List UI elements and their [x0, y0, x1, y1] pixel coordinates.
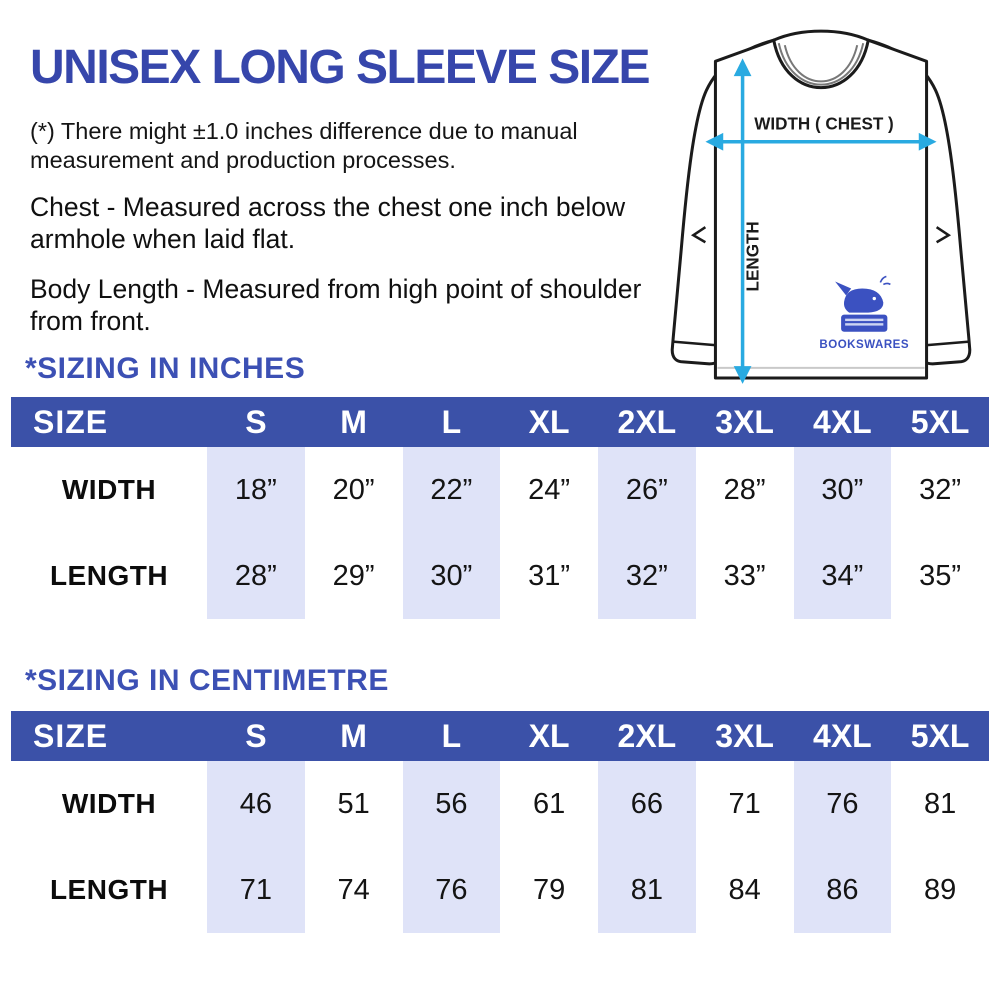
- cell-length-s: 28”: [207, 533, 305, 619]
- cell-width-4xl: 30”: [794, 447, 892, 533]
- column-header-l: L: [403, 397, 501, 447]
- book-page-line: [845, 319, 883, 321]
- row-label-length: LENGTH: [49, 560, 169, 591]
- body-length-definition: Body Length - Measured from high point of shoulder from front.: [30, 273, 642, 337]
- column-header-5xl: 5XL: [891, 711, 989, 761]
- cell-length-m: 29”: [332, 559, 375, 592]
- cell-width-s: 46: [207, 761, 305, 847]
- sizing-inches-heading: *SIZING IN INCHES: [25, 352, 306, 385]
- collar-back: [774, 31, 869, 40]
- length-arrow-label: LENGTH: [743, 221, 763, 292]
- row-label-width: WIDTH: [61, 788, 157, 819]
- whale-eye: [873, 297, 876, 300]
- long-sleeve-shirt-illustration: [645, 10, 997, 384]
- column-header-xl: XL: [500, 397, 598, 447]
- column-header-3xl: 3XL: [696, 397, 794, 447]
- column-header-size: SIZE: [11, 397, 207, 447]
- chest-definition: Chest - Measured across the chest one inch below armhole when laid flat.: [30, 192, 626, 255]
- cell-width-xl: 61: [532, 787, 566, 820]
- cell-width-3xl: 28”: [723, 473, 766, 506]
- cell-width-m: 20”: [332, 473, 375, 506]
- width-arrow-label: WIDTH ( CHEST ): [754, 114, 894, 134]
- cell-width-l: 22”: [403, 447, 501, 533]
- column-header-2xl: 2XL: [598, 397, 696, 447]
- shirt-diagram: [645, 10, 997, 384]
- brand-name: BOOKSWARES: [819, 338, 910, 351]
- column-header-xl: XL: [500, 711, 598, 761]
- cell-width-5xl: 32”: [919, 473, 962, 506]
- cell-length-2xl: 32”: [598, 533, 696, 619]
- column-header-4xl: 4XL: [794, 711, 892, 761]
- column-header-s: S: [207, 711, 305, 761]
- cell-width-2xl: 26”: [598, 447, 696, 533]
- cell-width-l: 56: [403, 761, 501, 847]
- cell-width-5xl: 81: [923, 787, 957, 820]
- page-title: UNISEX LONG SLEEVE SIZE: [30, 41, 649, 94]
- cell-length-5xl: 89: [923, 873, 957, 906]
- column-header-m: M: [305, 397, 403, 447]
- column-header-2xl: 2XL: [598, 711, 696, 761]
- column-header-5xl: 5XL: [891, 397, 989, 447]
- cell-width-s: 18”: [207, 447, 305, 533]
- cell-length-xl: 79: [532, 873, 566, 906]
- column-header-l: L: [403, 711, 501, 761]
- column-header-s: S: [207, 397, 305, 447]
- column-header-4xl: 4XL: [794, 397, 892, 447]
- cell-length-s: 71: [207, 847, 305, 933]
- sizing-inches-table: [11, 397, 989, 619]
- torso: [715, 40, 926, 378]
- cell-width-xl: 24”: [528, 473, 571, 506]
- cell-length-l: 30”: [403, 533, 501, 619]
- row-label-length: LENGTH: [49, 874, 169, 905]
- cell-length-3xl: 33”: [723, 559, 766, 592]
- column-header-size: SIZE: [11, 711, 207, 761]
- cell-length-4xl: 86: [794, 847, 892, 933]
- cell-width-m: 51: [337, 787, 370, 820]
- column-header-m: M: [305, 711, 403, 761]
- sizing-centimetre-heading: *SIZING IN CENTIMETRE: [25, 664, 389, 697]
- cell-length-xl: 31”: [528, 559, 571, 592]
- cell-length-5xl: 35”: [919, 559, 962, 592]
- intro-section: [30, 42, 662, 354]
- book-page-line: [845, 323, 883, 325]
- column-header-3xl: 3XL: [696, 711, 794, 761]
- cell-length-m: 74: [337, 873, 370, 906]
- row-label-width: WIDTH: [61, 474, 157, 505]
- cell-width-2xl: 66: [598, 761, 696, 847]
- sizing-centimetre-table: [11, 711, 989, 933]
- cell-width-3xl: 71: [728, 787, 761, 820]
- cell-length-l: 76: [403, 847, 501, 933]
- cell-length-3xl: 84: [728, 873, 761, 906]
- cell-width-4xl: 76: [794, 761, 892, 847]
- cell-length-4xl: 34”: [794, 533, 892, 619]
- measurement-note: (*) There might ±1.0 inches difference due to manual measurement and production processes.: [30, 117, 578, 173]
- cell-length-2xl: 81: [598, 847, 696, 933]
